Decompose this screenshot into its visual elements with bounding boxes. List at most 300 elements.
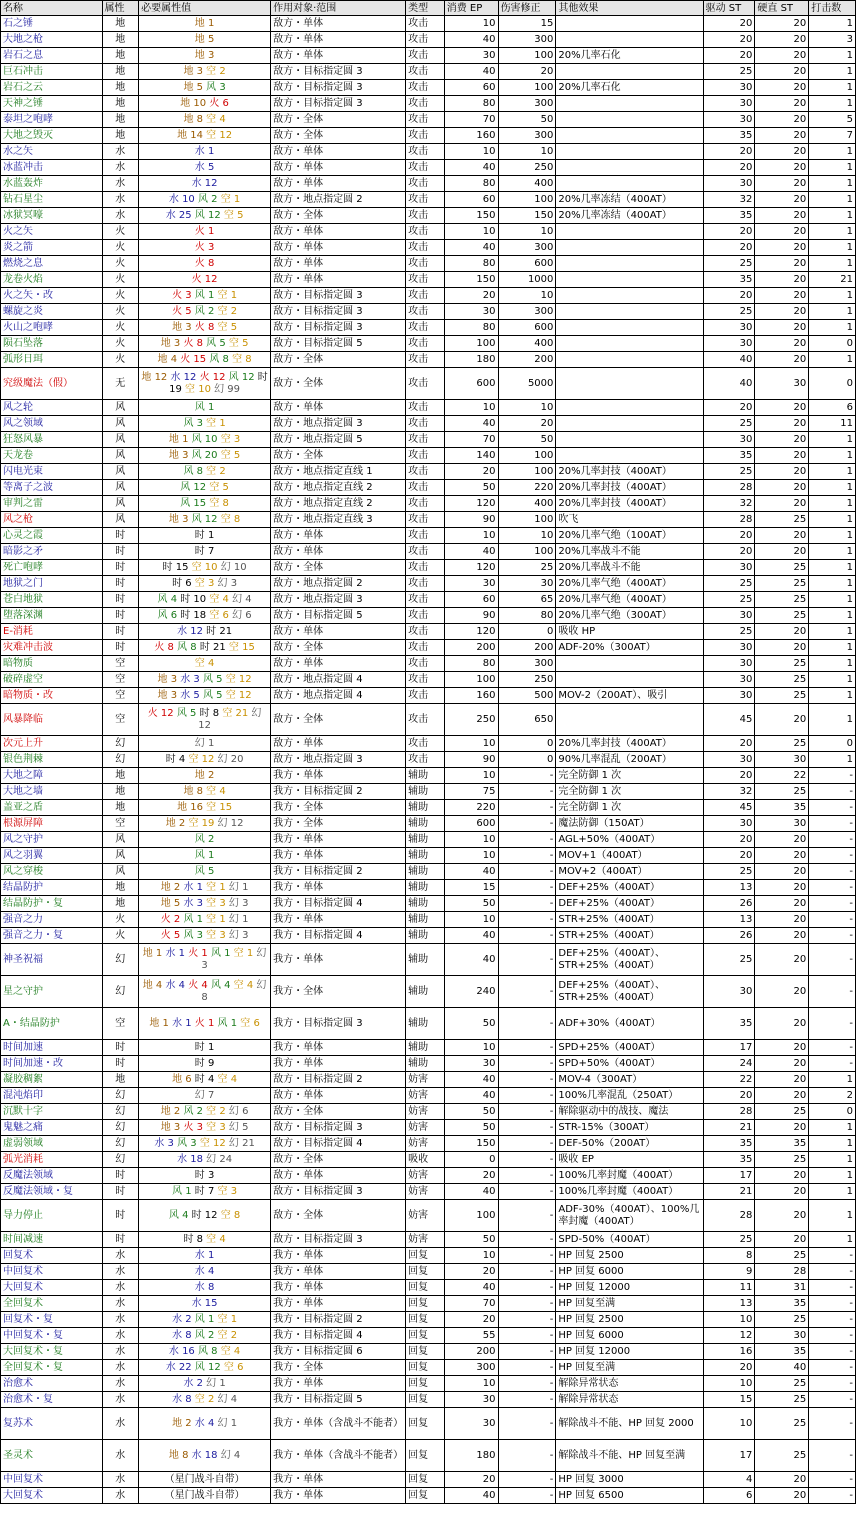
art-stiff-st: 20	[755, 1072, 809, 1088]
art-name: 燃烧之息	[1, 256, 103, 272]
art-drive-st: 28	[703, 480, 755, 496]
art-ep: 150	[444, 272, 498, 288]
art-effect: MOV+1（400AT）	[556, 848, 703, 864]
art-stiff-st: 20	[755, 320, 809, 336]
table-row	[1, 640, 856, 656]
art-attribute: 风	[102, 496, 139, 512]
art-requirement	[139, 1344, 271, 1360]
art-hits: 1	[809, 1120, 856, 1136]
art-target: 我方・单体（含战斗不能者）	[271, 1408, 406, 1440]
art-hits: -	[809, 1264, 856, 1280]
element-requirement: 风 4	[157, 594, 181, 605]
element-requirement: 地 2	[194, 770, 215, 781]
art-name: 天神之锤	[1, 96, 103, 112]
art-hits: 1	[809, 16, 856, 32]
art-effect: STR+25%（400AT）	[556, 912, 703, 928]
element-requirement: 空 3	[206, 930, 229, 941]
art-name: 结晶防护	[1, 880, 103, 896]
art-effect: HP 回复 12000	[556, 1280, 703, 1296]
art-hits: 1	[809, 80, 856, 96]
art-drive-st: 35	[703, 272, 755, 288]
art-target: 我方・单体	[271, 848, 406, 864]
art-requirement	[139, 976, 271, 1008]
art-target: 我方・目标指定圆 4	[271, 928, 406, 944]
art-requirement	[139, 1312, 271, 1328]
table-row	[1, 368, 856, 400]
art-attribute: 幻	[102, 1152, 139, 1168]
art-target: 敌方・地点指定圆 3	[271, 416, 406, 432]
element-requirement: 水 22	[165, 1362, 195, 1373]
art-damage: -	[498, 1120, 556, 1136]
art-name: 治愈术	[1, 1376, 103, 1392]
element-requirement: 幻 12	[217, 818, 244, 829]
art-effect: HP 回复 2500	[556, 1312, 703, 1328]
art-attribute: 水	[102, 176, 139, 192]
art-name: 冰蓝冲击	[1, 160, 103, 176]
art-name: 强音之力・复	[1, 928, 103, 944]
art-hits: -	[809, 928, 856, 944]
art-requirement	[139, 112, 271, 128]
art-stiff-st: 25	[755, 1408, 809, 1440]
art-type: 攻击	[406, 752, 445, 768]
art-target: 我方・单体	[271, 832, 406, 848]
art-requirement	[139, 400, 271, 416]
art-ep: 90	[444, 512, 498, 528]
art-name: 心灵之霞	[1, 528, 103, 544]
art-name: 灾难冲击波	[1, 640, 103, 656]
element-requirement: 空 2	[194, 1394, 218, 1405]
art-name: 大地之障	[1, 768, 103, 784]
art-ep: 40	[444, 944, 498, 976]
art-effect: 解除驱动中的战技、魔法	[556, 1104, 703, 1120]
element-requirement: 空 5	[223, 210, 244, 221]
art-type: 攻击	[406, 688, 445, 704]
art-ep: 10	[444, 1248, 498, 1264]
art-hits: -	[809, 1248, 856, 1264]
art-name: 混沌焰印	[1, 1088, 103, 1104]
art-attribute: 地	[102, 768, 139, 784]
element-requirement: 风 1	[194, 290, 218, 301]
art-ep: 150	[444, 1136, 498, 1152]
art-damage: 20	[498, 64, 556, 80]
art-drive-st: 25	[703, 592, 755, 608]
element-requirement: 时 6	[172, 578, 195, 589]
element-requirement: 幻 1	[217, 1417, 238, 1429]
element-requirement: 水 3	[180, 674, 203, 685]
art-requirement	[139, 80, 271, 96]
art-hits: 1	[809, 352, 856, 368]
element-requirement: 时 18	[180, 610, 210, 621]
element-requirement: 空 1	[206, 418, 226, 429]
art-requirement	[139, 752, 271, 768]
art-name: 沉默十字	[1, 1104, 103, 1120]
art-target: 敌方・全体	[271, 1104, 406, 1120]
art-ep: 120	[444, 624, 498, 640]
art-stiff-st: 25	[755, 672, 809, 688]
element-requirement: 水 25	[165, 210, 195, 221]
art-damage: -	[498, 976, 556, 1008]
art-requirement	[139, 1472, 271, 1488]
art-effect	[556, 416, 703, 432]
element-requirement: 时 8	[183, 1234, 207, 1245]
art-type: 回复	[406, 1408, 445, 1440]
art-damage: -	[498, 896, 556, 912]
art-type: 攻击	[406, 112, 445, 128]
art-stiff-st: 25	[755, 560, 809, 576]
element-requirement: 水 8	[172, 1394, 195, 1405]
art-target: 敌方・全体	[271, 128, 406, 144]
art-requirement	[139, 528, 271, 544]
element-requirement: 水 4	[165, 979, 189, 991]
table-row	[1, 1408, 856, 1440]
art-attribute: 时	[102, 1168, 139, 1184]
art-effect: 20%几率石化	[556, 48, 703, 64]
art-name: 大回复术・复	[1, 1344, 103, 1360]
art-attribute: 时	[102, 1184, 139, 1200]
art-requirement	[139, 352, 271, 368]
art-type: 攻击	[406, 464, 445, 480]
table-row	[1, 896, 856, 912]
element-requirement: 水 16	[168, 1346, 198, 1357]
art-ep: 10	[444, 16, 498, 32]
art-type: 攻击	[406, 576, 445, 592]
art-target: 敌方・全体	[271, 368, 406, 400]
art-ep: 600	[444, 368, 498, 400]
element-requirement: 风 1	[194, 402, 215, 413]
art-effect	[556, 32, 703, 48]
art-hits: 1	[809, 240, 856, 256]
art-hits: -	[809, 1408, 856, 1440]
art-damage: -	[498, 1072, 556, 1088]
art-attribute: 时	[102, 624, 139, 640]
art-drive-st: 25	[703, 304, 755, 320]
art-requirement	[139, 176, 271, 192]
art-damage: -	[498, 1280, 556, 1296]
art-name: A・结晶防护	[1, 1008, 103, 1040]
art-hits: 0	[809, 368, 856, 400]
element-requirement: 空 8	[220, 514, 241, 525]
art-name: 风之守护	[1, 832, 103, 848]
element-requirement: 地 3	[194, 50, 215, 61]
art-effect	[556, 256, 703, 272]
art-drive-st: 13	[703, 880, 755, 896]
art-ep: 30	[444, 304, 498, 320]
art-hits: 1	[809, 64, 856, 80]
art-requirement	[139, 1104, 271, 1120]
art-type: 攻击	[406, 432, 445, 448]
art-name: 复苏术	[1, 1408, 103, 1440]
element-requirement: 幻 1	[206, 1378, 226, 1389]
table-row	[1, 352, 856, 368]
art-name: 泰坦之咆哮	[1, 112, 103, 128]
art-drive-st: 30	[703, 80, 755, 96]
element-requirement: 空 15	[228, 642, 255, 653]
art-type: 攻击	[406, 144, 445, 160]
art-damage: 0	[498, 624, 556, 640]
element-requirement: 风 1	[183, 914, 207, 925]
element-requirement: 时 1	[194, 530, 215, 541]
art-name: 地狱之门	[1, 576, 103, 592]
element-requirement: 幻 1	[194, 738, 215, 749]
art-effect	[556, 656, 703, 672]
table-row	[1, 1280, 856, 1296]
element-requirement: 空 6	[209, 610, 233, 621]
art-ep: 40	[444, 1488, 498, 1504]
art-drive-st: 10	[703, 1408, 755, 1440]
art-drive-st: 20	[703, 848, 755, 864]
art-attribute: 水	[102, 1344, 139, 1360]
element-requirement: 空 1	[233, 947, 257, 959]
art-attribute: 地	[102, 112, 139, 128]
art-ep: 220	[444, 800, 498, 816]
element-requirement: 空 5	[209, 482, 229, 493]
art-effect: MOV+2（400AT）	[556, 864, 703, 880]
art-target: 敌方・地点指定直线 1	[271, 464, 406, 480]
art-type: 妨害	[406, 1136, 445, 1152]
element-requirement: 空 3	[206, 898, 229, 909]
art-hits: 1	[809, 608, 856, 624]
art-attribute: 火	[102, 272, 139, 288]
art-type: 攻击	[406, 336, 445, 352]
art-damage: 300	[498, 32, 556, 48]
art-hits: 1	[809, 592, 856, 608]
art-target: 我方・目标指定圆 2	[271, 864, 406, 880]
table-row	[1, 464, 856, 480]
art-stiff-st: 20	[755, 1232, 809, 1248]
element-requirement: 风 5	[176, 707, 200, 719]
art-type: 攻击	[406, 352, 445, 368]
art-effect: 100%几率封魔（400AT）	[556, 1168, 703, 1184]
element-requirement: 风 8	[197, 1346, 221, 1357]
art-drive-st: 35	[703, 208, 755, 224]
table-row	[1, 784, 856, 800]
art-name: E-消耗	[1, 624, 103, 640]
art-stiff-st: 20	[755, 288, 809, 304]
art-type: 攻击	[406, 48, 445, 64]
art-ep: 90	[444, 608, 498, 624]
art-hits: -	[809, 864, 856, 880]
art-target: 敌方・目标指定圆 4	[271, 1136, 406, 1152]
art-target: 敌方・全体	[271, 1200, 406, 1232]
art-stiff-st: 20	[755, 976, 809, 1008]
art-requirement	[139, 320, 271, 336]
art-attribute: 时	[102, 1200, 139, 1232]
element-requirement: 地 10	[180, 98, 210, 109]
art-damage: -	[498, 800, 556, 816]
art-requirement	[139, 624, 271, 640]
art-hits: 1	[809, 544, 856, 560]
art-effect: 20%几率石化	[556, 80, 703, 96]
art-drive-st: 30	[703, 608, 755, 624]
element-requirement: 时 7	[194, 1186, 218, 1197]
element-requirement: 水 18	[177, 1154, 207, 1165]
art-damage: 10	[498, 528, 556, 544]
art-stiff-st: 25	[755, 1312, 809, 1328]
art-ep: 70	[444, 1296, 498, 1312]
art-effect: SPD-50%（400AT）	[556, 1232, 703, 1248]
art-effect: DEF+25%（400AT）、STR+25%（400AT）	[556, 976, 703, 1008]
element-requirement: 地 4	[142, 979, 166, 991]
art-damage: 400	[498, 336, 556, 352]
art-target: 敌方・单体	[271, 656, 406, 672]
art-requirement	[139, 1280, 271, 1296]
art-effect: DEF-50%（200AT）	[556, 1136, 703, 1152]
art-target: 敌方・单体	[271, 16, 406, 32]
art-drive-st: 30	[703, 640, 755, 656]
art-stiff-st: 20	[755, 1488, 809, 1504]
art-requirement	[139, 272, 271, 288]
art-attribute: 水	[102, 1440, 139, 1472]
art-stiff-st: 25	[755, 512, 809, 528]
table-row	[1, 560, 856, 576]
art-hits: 1	[809, 1184, 856, 1200]
art-effect: DEF+25%（400AT）	[556, 896, 703, 912]
art-type: 回复	[406, 1248, 445, 1264]
art-drive-st: 30	[703, 672, 755, 688]
art-drive-st: 9	[703, 1264, 755, 1280]
element-requirement: 火 3	[172, 290, 195, 301]
element-requirement: 幻 99	[214, 383, 241, 395]
table-row	[1, 272, 856, 288]
art-requirement	[139, 224, 271, 240]
element-requirement: 幻 5	[228, 1122, 249, 1133]
art-stiff-st: 20	[755, 432, 809, 448]
art-type: 攻击	[406, 64, 445, 80]
element-requirement: 地 2	[160, 882, 184, 893]
art-hits: 0	[809, 736, 856, 752]
art-ep: 10	[444, 912, 498, 928]
art-name: 大地之毁灭	[1, 128, 103, 144]
art-requirement	[139, 160, 271, 176]
art-attribute: 水	[102, 1392, 139, 1408]
element-requirement: 地 1	[194, 18, 215, 29]
art-attribute: 幻	[102, 1104, 139, 1120]
art-stiff-st: 20	[755, 32, 809, 48]
art-effect: 解除战斗不能、HP 回复至满	[556, 1440, 703, 1472]
art-name: 结晶防护・复	[1, 896, 103, 912]
art-name: 死亡咆哮	[1, 560, 103, 576]
element-requirement: 空 2	[206, 466, 226, 477]
art-damage: -	[498, 1296, 556, 1312]
art-effect	[556, 112, 703, 128]
art-attribute: 火	[102, 928, 139, 944]
art-drive-st: 20	[703, 288, 755, 304]
art-target: 敌方・目标指定圆 3	[271, 320, 406, 336]
art-stiff-st: 20	[755, 128, 809, 144]
art-name: 水之矢	[1, 144, 103, 160]
art-ep: 20	[444, 464, 498, 480]
art-target: 敌方・全体	[271, 640, 406, 656]
art-stiff-st: 40	[755, 1360, 809, 1376]
art-effect: 完全防御 1 次	[556, 768, 703, 784]
art-drive-st: 21	[703, 1184, 755, 1200]
art-name: 冰狱冥嚎	[1, 208, 103, 224]
art-name: 星之守护	[1, 976, 103, 1008]
art-drive-st: 20	[703, 144, 755, 160]
art-attribute: 风	[102, 848, 139, 864]
table-row	[1, 32, 856, 48]
art-target: 我方・单体	[271, 1056, 406, 1072]
art-damage: 5000	[498, 368, 556, 400]
element-requirement: 水 12	[177, 626, 207, 637]
art-name: 龙卷火焰	[1, 272, 103, 288]
art-requirement	[139, 64, 271, 80]
header-type: 类型	[406, 1, 445, 16]
art-attribute: 空	[102, 688, 139, 704]
art-attribute: 时	[102, 608, 139, 624]
art-requirement	[139, 592, 271, 608]
art-effect: HP 回复 12000	[556, 1344, 703, 1360]
element-requirement: 水 1	[194, 1250, 215, 1261]
element-requirement: 空 2	[217, 1330, 238, 1341]
element-requirement: 空 12	[206, 130, 233, 141]
art-hits: -	[809, 1008, 856, 1040]
element-requirement: 火 1	[188, 947, 211, 959]
header-stiff: 硬直 ST	[755, 1, 809, 16]
art-name: 银色荆棘	[1, 752, 103, 768]
art-drive-st: 15	[703, 1392, 755, 1408]
art-requirement	[139, 1408, 271, 1440]
art-effect	[556, 160, 703, 176]
art-hits: 1	[809, 1200, 856, 1232]
art-target: 敌方・地点指定直线 2	[271, 496, 406, 512]
art-type: 攻击	[406, 496, 445, 512]
art-effect: HP 回复至满	[556, 1360, 703, 1376]
table-row	[1, 688, 856, 704]
element-requirement: 风 5	[202, 690, 226, 701]
art-attribute: 水	[102, 208, 139, 224]
art-damage: -	[498, 768, 556, 784]
art-hits: -	[809, 816, 856, 832]
art-drive-st: 20	[703, 240, 755, 256]
art-requirement	[139, 800, 271, 816]
table-row	[1, 416, 856, 432]
art-stiff-st: 35	[755, 1136, 809, 1152]
table-row	[1, 1360, 856, 1376]
art-damage: 220	[498, 480, 556, 496]
art-ep: 20	[444, 1168, 498, 1184]
art-attribute: 幻	[102, 944, 139, 976]
art-effect: 20%几率战斗不能	[556, 544, 703, 560]
table-row	[1, 1072, 856, 1088]
element-requirement: 空 2	[206, 66, 226, 77]
art-effect: ADF+30%（400AT）	[556, 1008, 703, 1040]
art-effect: 20%几率气绝（100AT）	[556, 528, 703, 544]
art-hits: 0	[809, 336, 856, 352]
element-requirement: 风 12	[228, 371, 258, 383]
art-damage: -	[498, 912, 556, 928]
art-drive-st: 40	[703, 352, 755, 368]
element-requirement: 幻 10	[220, 562, 247, 573]
element-requirement: 火 8	[183, 338, 207, 349]
art-name: 时间加速	[1, 1040, 103, 1056]
art-drive-st: 32	[703, 192, 755, 208]
art-damage: -	[498, 1376, 556, 1392]
art-ep: 180	[444, 352, 498, 368]
art-damage: 10	[498, 288, 556, 304]
art-type: 攻击	[406, 16, 445, 32]
art-damage: 50	[498, 112, 556, 128]
element-requirement: 火 5	[172, 306, 195, 317]
art-target: 我方・目标指定圆 2	[271, 1312, 406, 1328]
art-damage: -	[498, 928, 556, 944]
element-requirement: 空 12	[188, 754, 218, 765]
art-damage: 150	[498, 208, 556, 224]
art-ep: 10	[444, 1376, 498, 1392]
element-requirement: 风 1	[172, 1186, 195, 1197]
element-requirement: 空 3	[217, 1186, 238, 1197]
table-row	[1, 816, 856, 832]
